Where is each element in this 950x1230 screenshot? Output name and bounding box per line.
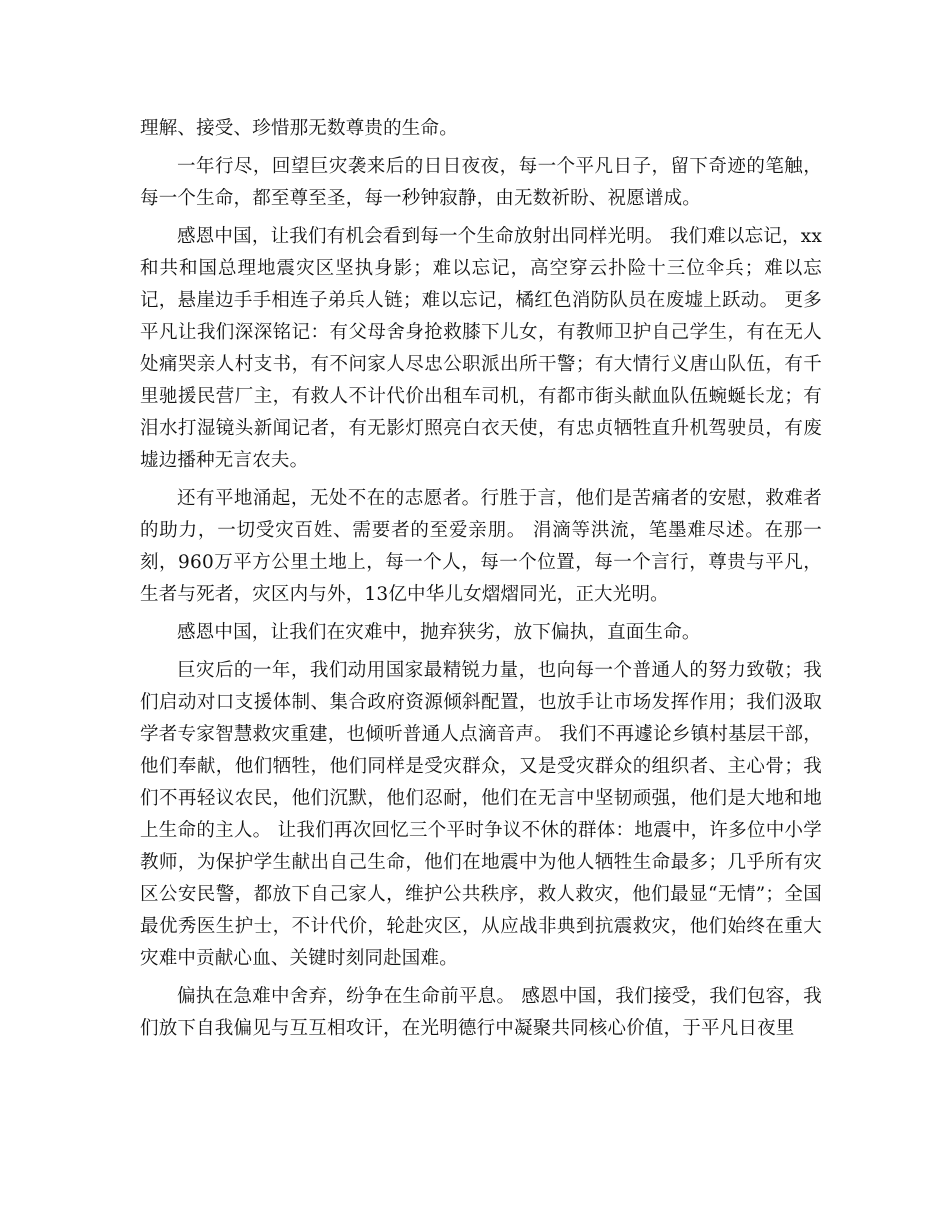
paragraph-5: 感恩中国，让我们在灾难中，抛弃狭劣，放下偏执，直面生命。 xyxy=(177,622,701,643)
document-body xyxy=(140,113,822,1051)
paragraph-1: 理解、接受、珍惜那无数尊贵的生命。 xyxy=(140,118,458,139)
paragraph-7: 偏执在急难中舍弃，纷争在生命前平息。 感恩中国，我们接受，我们包容，我们放下自我偏见与互互相攻讦，在光明德行中凝聚共同核心价值，于平凡日夜里 xyxy=(140,986,822,1039)
paragraph-2: 一年行尽，回望巨灾袭来后的日日夜夜，每一个平凡日子，留下奇迹的笔触，每一个生命，都至尊至圣，每一秒钟寂静，由无数祈盼、祝愿谱成。 xyxy=(140,156,822,209)
paragraph-3: 感恩中国，让我们有机会看到每一个生命放射出同样光明。 我们难以忘记，xx和共和国总理地震灾区坚执身影；难以忘记，高空穿云扑险十三位伞兵；难以忘记，悬崖边手手相连子弟兵人链；难以忘记，橘红色消防队员在废墟上跃动。 更多平凡让我们深深铭记：有父母舍身抢救膝下儿女，有教师卫护自己学生，有在无人处痛哭亲人村支书，有不问家人尽忠公职派出所干警；有大情行义唐山队伍，有千里驰援民营厂主，有救人不计代价出租车司机，有都市街头献血队伍蜿蜒长龙；有泪水打湿镜头新闻记者，有无影灯照亮白衣天使，有忠贞牺牲直升机驾驶员，有废墟边播种无言农夫。 xyxy=(140,226,822,471)
paragraph-4: 还有平地涌起，无处不在的志愿者。行胜于言，他们是苦痛者的安慰，救难者的助力，一切受灾百姓、需要者的至爱亲朋。 涓滴等洪流，笔墨难尽述。在那一刻，960万平方公里土地上，每一个人，每一个位置，每一个言行，尊贵与平凡，生者与死者，灾区内与外，13亿中华儿女熠熠同光，正大光明。 xyxy=(140,488,822,605)
paragraph-6: 巨灾后的一年，我们动用国家最精锐力量，也向每一个普通人的努力致敬；我们启动对口支援体制、集合政府资源倾斜配置，也放手让市场发挥作用；我们汲取学者专家智慧救灾重建，也倾听普通人点滴音声。 我们不再遽论乡镇村基层干部，他们奉献，他们牺牲，他们同样是受灾群众，又是受灾群众的组织者、主心骨；我们不再轻议农民，他们沉默，他们忍耐，他们在无言中坚韧顽强，他们是大地和地上生命的主人。 让我们再次回忆三个平时争议不休的群体：地震中，许多位中小学教师，为保护学生献出自己生命，他们在地震中为他人牺牲生命最多；几乎所有灾区公安民警，都放下自己家人，维护公共秩序，救人救灾，他们最显“无情”；全国最优秀医生护士，不计代价，轮赴灾区，从应战非典到抗震救灾，他们始终在重大灾难中贡献心血、关键时刻同赴国难。 xyxy=(140,660,822,969)
